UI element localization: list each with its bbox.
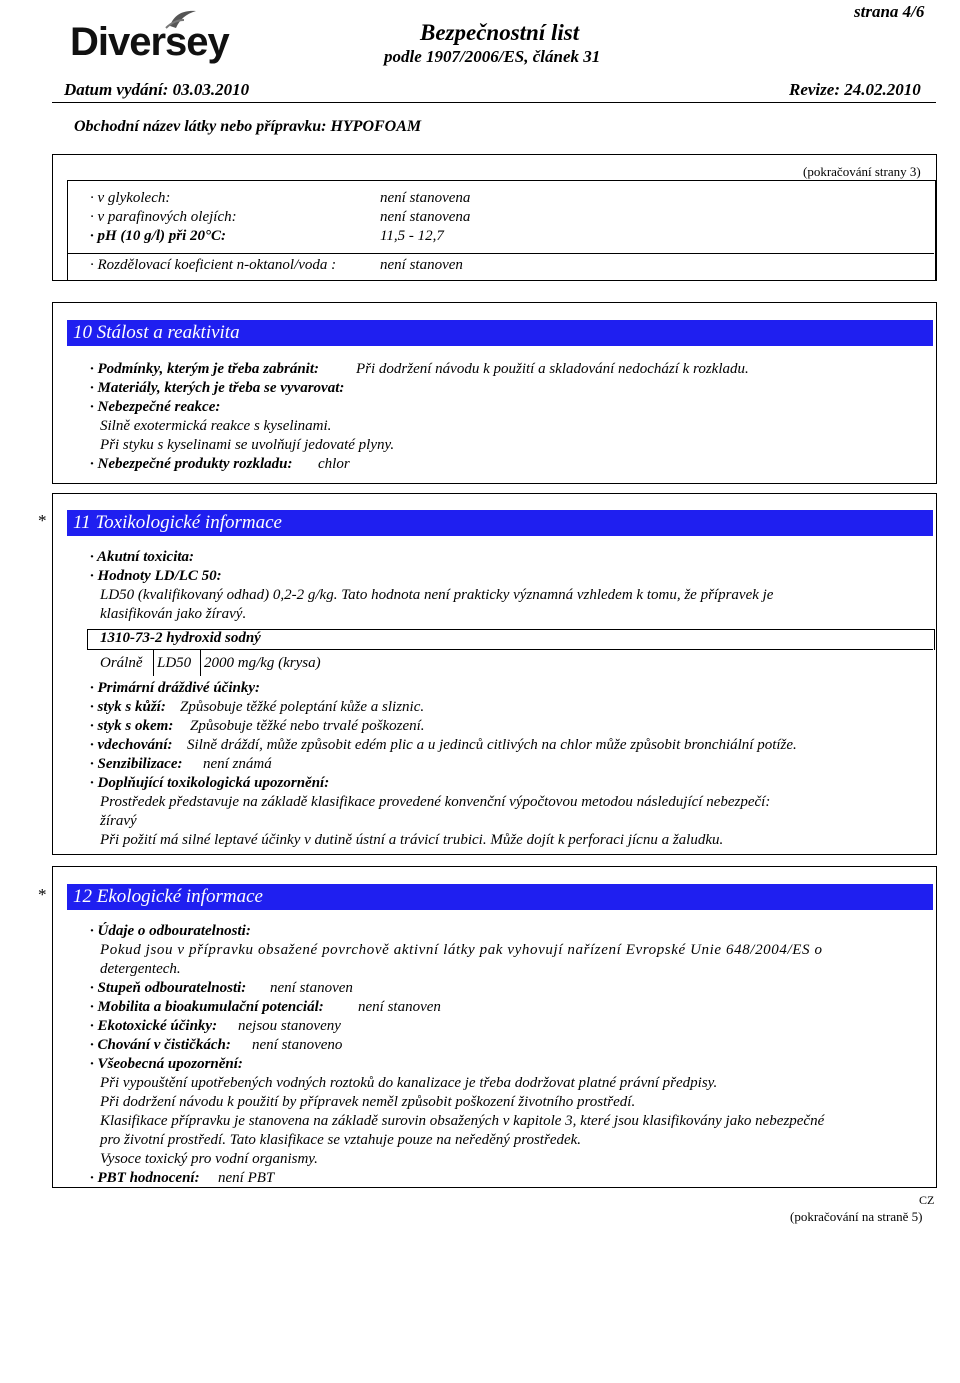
sensitization-value: není známá <box>203 756 272 772</box>
ecotoxic-value: nejsou stanoveny <box>238 1018 341 1034</box>
inhalation-value: Silně dráždí, může způsobit edém plic a u jedinců citlivých na chlor může způsobit bronchiální potíže. <box>187 737 797 753</box>
glycol-value: není stanovena <box>380 190 471 206</box>
substance-name: 1310-73-2 hydroxid sodný <box>100 630 261 646</box>
issue-date: Datum vydání: 03.03.2010 <box>64 80 250 99</box>
ph-value: 11,5 - 12,7 <box>380 228 444 244</box>
degradation-level-value: není stanoven <box>270 980 353 996</box>
section-11-heading: 11 Toxikologické informace <box>67 510 933 536</box>
degradability-label: · Údaje o odbouratelnosti: <box>90 923 251 939</box>
general-notes-line-1: Při vypouštění upotřebených vodných roztoků do kanalizace je třeba dodržovat platné právní předpisy. <box>100 1075 718 1091</box>
partition-label: · Rozdělovací koeficient n-oktanol/voda : <box>90 257 337 273</box>
additional-tox-line-2: žíravý <box>100 813 137 829</box>
conditions-label: · Podmínky, kterým je třeba zabránit: <box>90 361 320 377</box>
eye-contact-value: Způsobuje těžké nebo trvalé poškození. <box>190 718 425 734</box>
eye-contact-label: · styk s okem: <box>90 718 174 734</box>
pbt-value: není PBT <box>218 1170 275 1186</box>
acute-toxicity-label: · Akutní toxicita: <box>90 549 195 565</box>
inhalation-label: · vdechování: <box>90 737 173 753</box>
ph-label: · pH (10 g/l) při 20°C: <box>90 228 226 244</box>
logo-wordmark: Diversey <box>70 20 229 64</box>
reaction-line-1: Silně exotermická reakce s kyselinami. <box>100 418 332 434</box>
section-12-heading: 12 Ekologické informace <box>67 884 933 910</box>
test-type-value: LD50 <box>157 655 192 671</box>
paraffin-value: není stanovena <box>380 209 471 225</box>
mobility-value: není stanoven <box>358 999 441 1015</box>
pbt-label: · PBT hodnocení: <box>90 1170 200 1186</box>
decomposition-label: · Nebezpečné produkty rozkladu: <box>90 456 293 472</box>
ecotoxic-label: · Ekotoxické účinky: <box>90 1018 218 1034</box>
paraffin-label: · v parafinových olejích: <box>90 209 237 225</box>
conditions-value: Při dodržení návodu k použití a skladování nedochází k rozkladu. <box>356 361 749 377</box>
general-notes-label: · Všeobecná upozornění: <box>90 1056 243 1072</box>
skin-contact-value: Způsobuje těžké poleptání kůže a sliznic. <box>180 699 425 715</box>
partition-value: není stanoven <box>380 257 463 273</box>
product-name: Obchodní název látky nebo přípravku: HYPOFOAM <box>74 118 422 135</box>
dose-value: 2000 mg/kg (krysa) <box>204 655 321 671</box>
header-divider <box>52 102 936 103</box>
hazard-reactions-label: · Nebezpečné reakce: <box>90 399 221 415</box>
general-notes-line-4: pro životní prostředí. Tato klasifikace se vztahuje pouze na neředěný prostředek. <box>100 1132 582 1148</box>
skin-contact-label: · styk s kůží: <box>90 699 166 715</box>
reaction-line-2: Při styku s kyselinami se uvolňují jedovaté plyny. <box>100 437 395 453</box>
mobility-label: · Mobilita a bioakumulační potenciál: <box>90 999 324 1015</box>
additional-tox-line-3: Při požití má silné leptavé účinky v dutině ústní a trávicí trubici. Může dojít k perforaci jícnu a žaludku. <box>100 832 724 848</box>
general-notes-line-2: Při dodržení návodu k použití by přípravek neměl způsobit poškození životního prostředí. <box>100 1094 636 1110</box>
general-notes-line-3: Klasifikace přípravku je stanovena na základě surovin obsažených v kapitole 3, které jsou klasifikovány jako nebezpečné <box>100 1113 825 1129</box>
ld-estimate-line-1: LD50 (kvalifikovaný odhad) 0,2-2 g/kg. Tato hodnota není prakticky významná vzhledem k tomu, že přípravek je <box>100 587 774 603</box>
diversey-logo <box>70 8 229 68</box>
ld-values-label: · Hodnoty LD/LC 50: <box>90 568 222 584</box>
degradation-level-label: · Stupeň odbouratelnosti: <box>90 980 247 996</box>
section-10-heading: 10 Stálost a reaktivita <box>67 320 933 346</box>
inner-separator <box>68 253 934 254</box>
document-title: Bezpečnostní list <box>420 20 580 45</box>
additional-tox-label: · Doplňující toxikologická upozornění: <box>90 775 330 791</box>
sewage-behavior-value: není stanoveno <box>252 1037 343 1053</box>
continuation-from: (pokračování strany 3) <box>803 164 921 179</box>
revision-date: Revize: 24.02.2010 <box>789 80 921 99</box>
degradability-line-1: Pokud jsou v přípravku obsažené povrchově aktivní látky pak vyhovují nařízení Evropské Unie 648/2004/ES o <box>100 942 823 958</box>
change-marker-12: * <box>38 885 47 904</box>
ld-estimate-line-2: klasifikován jako žíravý. <box>100 606 247 622</box>
degradability-line-2: detergentech. <box>100 961 181 977</box>
page-number: strana 4/6 <box>854 2 925 21</box>
language-code: CZ <box>919 1193 935 1207</box>
document-subtitle: podle 1907/2006/ES, článek 31 <box>384 47 601 66</box>
route-value: Orálně <box>100 655 143 671</box>
continuation-to: (pokračování na straně 5) <box>790 1209 923 1224</box>
primary-irritant-label: · Primární dráždivé účinky: <box>90 680 261 696</box>
additional-tox-line-1: Prostředek představuje na základě klasifikace provedené konvenční výpočtovou metodou následující nebezpečí: <box>100 794 771 810</box>
materials-label: · Materiály, kterých je třeba se vyvarovat: <box>90 380 345 396</box>
change-marker-11: * <box>38 511 47 530</box>
sewage-behavior-label: · Chování v čističkách: <box>90 1037 231 1053</box>
decomposition-value: chlor <box>318 456 350 472</box>
sensitization-label: · Senzibilizace: <box>90 756 183 772</box>
glycol-label: · v glykolech: <box>90 190 171 206</box>
general-notes-line-5: Vysoce toxický pro vodní organismy. <box>100 1151 318 1167</box>
